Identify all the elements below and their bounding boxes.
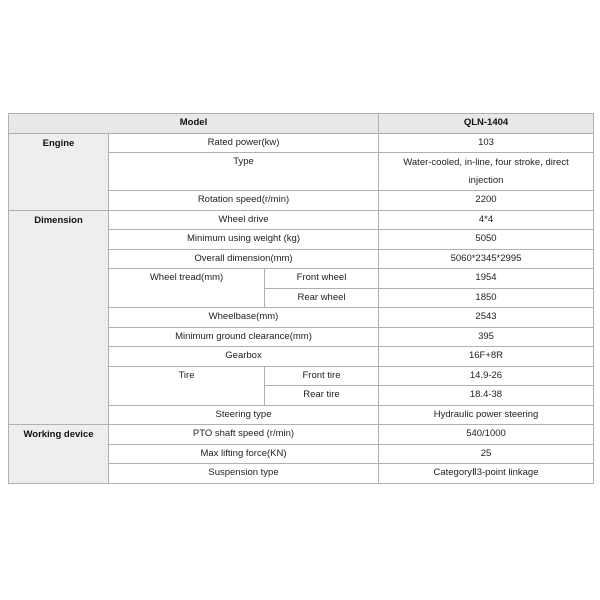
section-working-device: Working device bbox=[9, 425, 109, 484]
spec-value: Hydraulic power steering bbox=[379, 405, 594, 425]
spec-value: 16F+8R bbox=[379, 347, 594, 367]
spec-label: Overall dimension(mm) bbox=[109, 249, 379, 269]
spec-label: Rotation speed(r/min) bbox=[109, 191, 379, 211]
spec-value: 2543 bbox=[379, 308, 594, 328]
spec-label: Suspension type bbox=[109, 464, 379, 484]
spec-sublabel: Front wheel bbox=[265, 269, 379, 289]
spec-label: Wheelbase(mm) bbox=[109, 308, 379, 328]
model-value: QLN-1404 bbox=[379, 114, 594, 134]
model-label: Model bbox=[9, 114, 379, 134]
spec-label: Max lifting force(KN) bbox=[109, 444, 379, 464]
spec-label: Wheel drive bbox=[109, 210, 379, 230]
spec-value: 395 bbox=[379, 327, 594, 347]
spec-sublabel: Rear wheel bbox=[265, 288, 379, 308]
header-row bbox=[9, 114, 594, 134]
table-row bbox=[9, 133, 594, 153]
spec-label: Minimum using weight (kg) bbox=[109, 230, 379, 250]
spec-label: PTO shaft speed (r/min) bbox=[109, 425, 379, 445]
spec-label: Tire bbox=[109, 366, 265, 405]
spec-sublabel: Front tire bbox=[265, 366, 379, 386]
spec-label: Gearbox bbox=[109, 347, 379, 367]
section-dimension: Dimension bbox=[9, 210, 109, 425]
spec-table bbox=[8, 113, 594, 484]
spec-value: 1850 bbox=[379, 288, 594, 308]
table-row bbox=[9, 425, 594, 445]
spec-label: Rated power(kw) bbox=[109, 133, 379, 153]
spec-label: Minimum ground clearance(mm) bbox=[109, 327, 379, 347]
spec-value: 5060*2345*2995 bbox=[379, 249, 594, 269]
spec-value: CategoryⅡ3-point linkage bbox=[379, 464, 594, 484]
spec-sublabel: Rear tire bbox=[265, 386, 379, 406]
spec-value: 1954 bbox=[379, 269, 594, 289]
spec-value: 14.9-26 bbox=[379, 366, 594, 386]
spec-label: Wheel tread(mm) bbox=[109, 269, 265, 308]
spec-value: 2200 bbox=[379, 191, 594, 211]
table-row bbox=[9, 210, 594, 230]
spec-label: Steering type bbox=[109, 405, 379, 425]
spec-value: 103 bbox=[379, 133, 594, 153]
spec-value: 18.4-38 bbox=[379, 386, 594, 406]
section-engine: Engine bbox=[9, 133, 109, 210]
spec-value: 5050 bbox=[379, 230, 594, 250]
spec-value: Water-cooled, in-line, four stroke, direct injection bbox=[379, 153, 594, 191]
spec-value: 540/1000 bbox=[379, 425, 594, 445]
spec-value: 4*4 bbox=[379, 210, 594, 230]
spec-value: 25 bbox=[379, 444, 594, 464]
spec-label: Type bbox=[109, 153, 379, 191]
